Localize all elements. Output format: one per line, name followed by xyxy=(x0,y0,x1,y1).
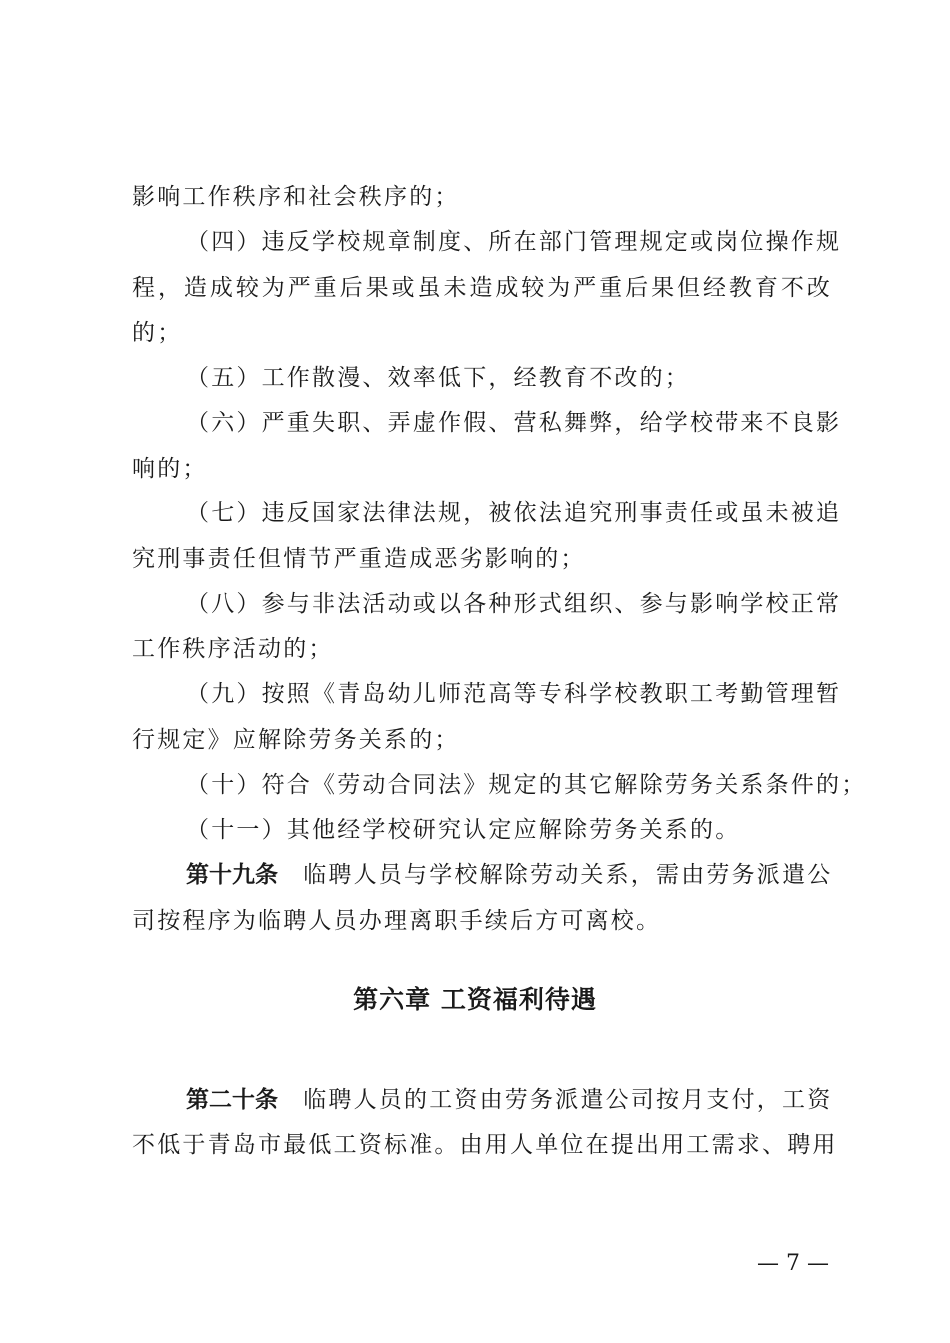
text-line: （十一）其他经学校研究认定应解除劳务关系的。 xyxy=(186,817,741,843)
text-line: （八）参与非法活动或以各种形式组织、参与影响学校正常 xyxy=(186,591,842,617)
text-line: （十）符合《劳动合同法》规定的其它解除劳务关系条件的； xyxy=(186,772,867,798)
text-line: 不低于青岛市最低工资标准。由用人单位在提出用工需求、聘用 xyxy=(132,1132,838,1158)
text-line: （五）工作散漫、效率低下，经教育不改的； xyxy=(186,365,690,391)
article-20-text: 临聘人员的工资由劳务派遣公司按月支付，工资 xyxy=(303,1087,833,1113)
article-20-line xyxy=(186,1084,832,1116)
text-line: 响的； xyxy=(132,456,208,482)
text-line: 影响工作秩序和社会秩序的； xyxy=(132,184,460,210)
text-line: 究刑事责任但情节严重造成恶劣影响的； xyxy=(132,546,586,572)
text-line: （九）按照《青岛幼儿师范高等专科学校教职工考勤管理暂 xyxy=(186,681,842,707)
article-19-label: 第十九条 xyxy=(186,861,278,888)
text-line: （四）违反学校规章制度、所在部门管理规定或岗位操作规 xyxy=(186,229,842,255)
text-line: 的； xyxy=(132,320,183,346)
text-line: 司按程序为临聘人员办理离职手续后方可离校。 xyxy=(132,908,662,934)
text-line: 行规定》应解除劳务关系的； xyxy=(132,727,460,753)
article-19-line xyxy=(186,859,832,891)
text-line: （六）严重失职、弄虚作假、营私舞弊，给学校带来不良影 xyxy=(186,410,842,436)
text-line: 程，造成较为严重后果或虽未造成较为严重后果但经教育不改 xyxy=(132,275,832,301)
text-line: 工作秩序活动的； xyxy=(132,636,334,662)
article-20-label: 第二十条 xyxy=(186,1086,278,1113)
page-number: — 7 — xyxy=(757,1251,829,1276)
text-line: （七）违反国家法律法规，被依法追究刑事责任或虽未被追 xyxy=(186,500,842,526)
article-19-text: 临聘人员与学校解除劳动关系，需由劳务派遣公 xyxy=(303,862,833,888)
chapter-heading: 第六章 工资福利待遇 xyxy=(353,985,597,1014)
